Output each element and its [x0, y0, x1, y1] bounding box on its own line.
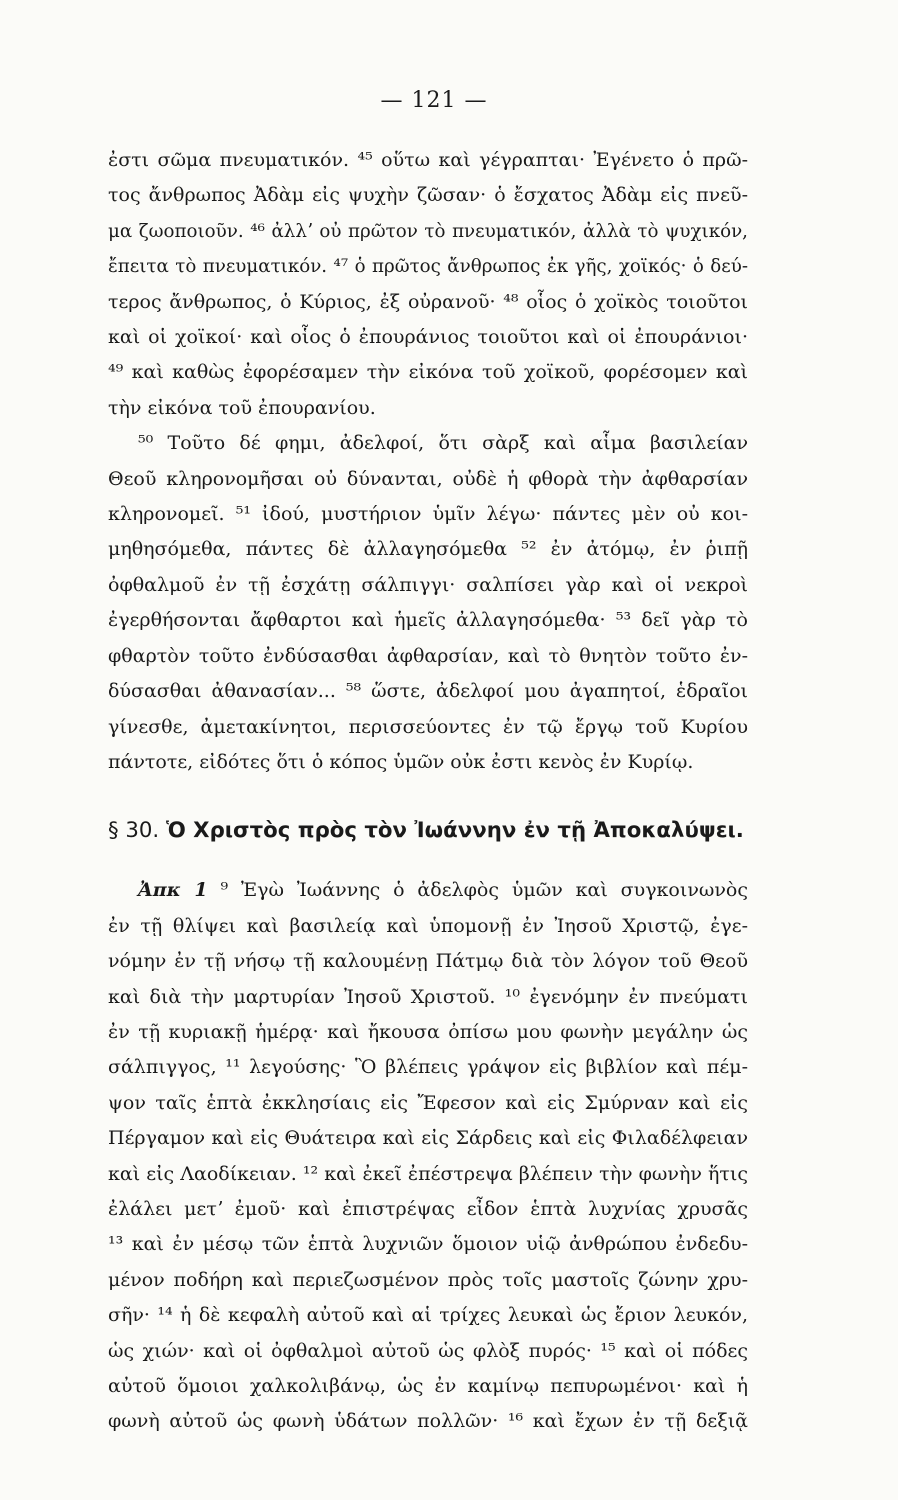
paragraph-3 [108, 873, 748, 1440]
text-line: φωνὴ αὐτοῦ ὡς φωνὴ ὑδάτων πολλῶν· ¹⁶ καὶ ἔχων ἐν τῇ δεξιᾷ [108, 1410, 748, 1433]
text-line: ὀφθαλμοῦ ἐν τῇ ἐσχάτῃ σάλπιγγι· σαλπίσει γὰρ καὶ οἱ νεκροὶ [108, 573, 748, 596]
text-line: ¹³ καὶ ἐν μέσῳ τῶν ἑπτὰ λυχνιῶν ὅμοιον υἱῷ ἀνθρώπου ἐνδεδυ- [108, 1233, 748, 1256]
text-line: μα ζωοποιοῦν. ⁴⁶ ἀλλʼ οὐ πρῶτον τὸ πνευματικόν, ἀλλὰ τὸ ψυχικόν, [108, 220, 748, 242]
text-line: κληρονομεῖ. ⁵¹ ἰδού, μυστήριον ὑμῖν λέγω· πάντες μὲν οὐ κοι- [108, 503, 748, 526]
text-line: Θεοῦ κληρονομῆσαι οὐ δύνανται, οὐδὲ ἡ φθορὰ τὴν ἀφθαρσίαν [108, 467, 748, 490]
section-number: § 30. [108, 818, 160, 844]
text-line: ἐστι σῶμα πνευματικόν. ⁴⁵ οὕτω καὶ γέγραπται· Ἐγένετο ὁ πρῶ- [108, 149, 748, 171]
text-line: σῆν· ¹⁴ ἡ δὲ κεφαλὴ αὐτοῦ καὶ αἱ τρίχες λευκαὶ ὡς ἔριον λευκόν, [108, 1304, 748, 1327]
text-line: ἐν τῇ θλίψει καὶ βασιλείᾳ καὶ ὑπομονῇ ἐν Ἰησοῦ Χριστῷ, ἐγε- [108, 914, 748, 937]
text-line: μένον ποδήρη καὶ περιεζωσμένον πρὸς τοῖς μαστοῖς ζώνην χρυ- [108, 1268, 748, 1291]
text-line: καὶ εἰς Λαοδίκειαν. ¹² καὶ ἐκεῖ ἐπέστρεψα βλέπειν τὴν φωνὴν ἥτις [108, 1162, 748, 1185]
text-line: τὴν εἰκόνα τοῦ ἐπουρανίου. [108, 396, 376, 419]
scripture-reference: Ἀπκ 1 [138, 879, 208, 902]
paragraph-2 [108, 426, 748, 780]
text-line: γίνεσθε, ἀμετακίνητοι, περισσεύοντες ἐν τῷ ἔργῳ τοῦ Κυρίου [108, 715, 748, 738]
text-line: σάλπιγγος, ¹¹ λεγούσης· Ὃ βλέπεις γράψον εἰς βιβλίον καὶ πέμ- [108, 1056, 748, 1079]
text-line: καὶ διὰ τὴν μαρτυρίαν Ἰησοῦ Χριστοῦ. ¹⁰ ἐγενόμην ἐν πνεύματι [108, 985, 748, 1008]
text-line: ὡς χιών· καὶ οἱ ὀφθαλμοὶ αὐτοῦ ὡς φλὸξ πυρός· ¹⁵ καὶ οἱ πόδες [108, 1339, 748, 1362]
page-number: — 121 — [380, 88, 488, 113]
text-line: ψον ταῖς ἑπτὰ ἐκκλησίαις εἰς Ἔφεσον καὶ εἰς Σμύρναν καὶ εἰς [108, 1091, 748, 1114]
text-line: νόμην ἐν τῇ νήσῳ τῇ καλουμένῃ Πάτμῳ διὰ τὸν λόγον τοῦ Θεοῦ [108, 950, 748, 973]
text-line: δύσασθαι ἀθανασίαν... ⁵⁸ ὥστε, ἀδελφοί μου ἀγαπητοί, ἑδραῖοι [108, 680, 748, 703]
text-line: καὶ οἱ χοϊκοί· καὶ οἷος ὁ ἐπουράνιος τοιοῦτοι καὶ οἱ ἐπουράνιοι· [108, 326, 748, 349]
paragraph-1 [108, 143, 748, 426]
text-line: ἐλάλει μετʼ ἐμοῦ· καὶ ἐπιστρέψας εἶδον ἑπτὰ λυχνίας χρυσᾶς [108, 1197, 748, 1220]
text-line: αὐτοῦ ὅμοιοι χαλκολιβάνῳ, ὡς ἐν καμίνῳ πεπυρωμένοι· καὶ ἡ [108, 1375, 748, 1397]
text-line: τερος ἄνθρωπος, ὁ Κύριος, ἐξ οὐρανοῦ· ⁴⁸ οἷος ὁ χοϊκὸς τοιοῦτοι [108, 290, 748, 313]
text-line: Πέργαμον καὶ εἰς Θυάτειρα καὶ εἰς Σάρδεις καὶ εἰς Φιλαδέλφειαν [108, 1127, 748, 1150]
text-line: ⁵⁰ Τοῦτο δέ φημι, ἀδελφοί, ὅτι σὰρξ καὶ αἷμα βασιλείαν [138, 432, 748, 455]
text-line: τος ἄνθρωπος Ἀδὰμ εἰς ψυχὴν ζῶσαν· ὁ ἔσχατος Ἀδὰμ εἰς πνεῦ- [108, 184, 748, 207]
text-line: ἔπειτα τὸ πνευματικόν. ⁴⁷ ὁ πρῶτος ἄνθρωπος ἐκ γῆς, χοϊκός· ὁ δεύ- [108, 256, 748, 278]
text-line: φθαρτὸν τοῦτο ἐνδύσασθαι ἀφθαρσίαν, καὶ τὸ θνητὸν τοῦτο ἐν- [108, 644, 748, 667]
text-line: ἐγερθήσονται ἄφθαρτοι καὶ ἡμεῖς ἀλλαγησόμεθα· ⁵³ δεῖ γὰρ τὸ [108, 609, 748, 632]
section-heading [108, 818, 748, 843]
text-line: ⁹ Ἐγὼ Ἰωάννης ὁ ἀδελφὸς ὑμῶν καὶ συγκοινωνὸς [220, 879, 748, 902]
text-line: μηθησόμεθα, πάντες δὲ ἀλλαγησόμεθα ⁵² ἐν ἀτόμῳ, ἐν ῥιπῇ [108, 538, 748, 561]
text-line: πάντοτε, εἰδότες ὅτι ὁ κόπος ὑμῶν οὐκ ἐστι κενὸς ἐν Κυρίῳ. [108, 750, 694, 773]
text-line: ⁴⁹ καὶ καθὼς ἐφορέσαμεν τὴν εἰκόνα τοῦ χοϊκοῦ, φορέσομεν καὶ [108, 361, 748, 384]
text-line: ἐν τῇ κυριακῇ ἡμέρᾳ· καὶ ἤκουσα ὀπίσω μου φωνὴν μεγάλην ὡς [108, 1020, 748, 1043]
section-title: Ὁ Χριστὸς πρὸς τὸν Ἰωάννην ἐν τῇ Ἀποκαλύψει. [165, 818, 744, 844]
text-line-first [108, 873, 748, 908]
